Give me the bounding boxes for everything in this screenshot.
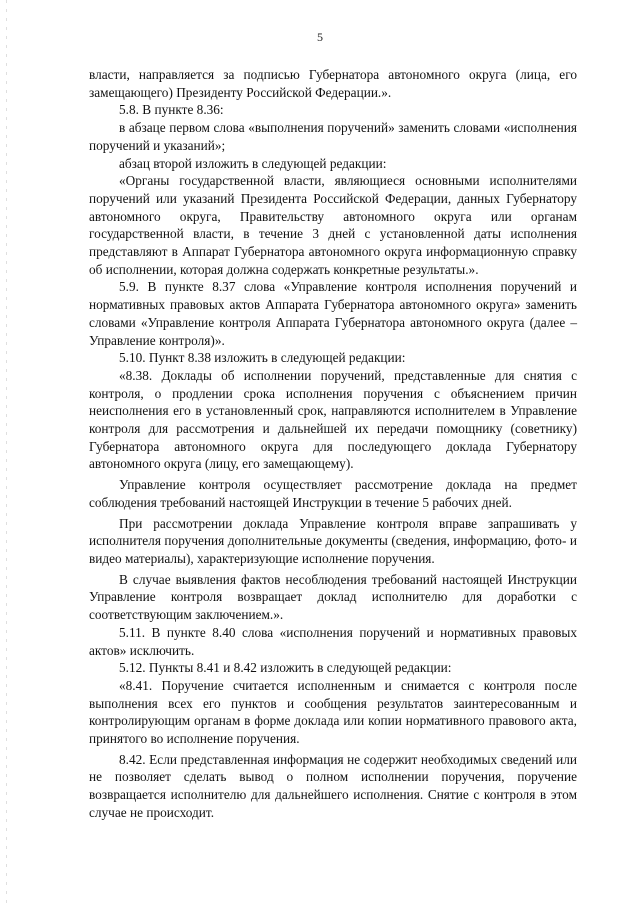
paragraph-quote-organs: «Органы государственной власти, являющиеся основными исполнителями поручений или указаний Президента Российской Федерации, данных Губернатору автономного округа, Правительству автономного округа или органам государственной власти, в течение 3 дней с установленной даты исполнения представляют в Аппарат Губернатора автономного округа информационную справку об исполнении, которая должна содержать конкретные результаты.». <box>89 173 577 277</box>
paragraph-quote-8-42: 8.42. Если представленная информация не содержит необходимых сведений или не позволяет сделать вывод о полном исполнении поручения, поручение возвращается исполнителю для дальнейшего исполнения. Снятие с контроля в этом случае не происходит. <box>89 751 577 820</box>
scan-edge-mark <box>6 0 7 905</box>
paragraph-request-docs: При рассмотрении доклада Управление контроля вправе запрашивать у исполнителя поручения дополнительные документы (сведения, информацию, фото- и видео материалы), характеризующие исполнение поручения. <box>89 515 577 566</box>
paragraph-item-5-8-first: в абзаце первом слова «выполнения поручений» заменить словами «исполнения поручений и указаний»; <box>89 120 577 153</box>
paragraph-review: Управление контроля осуществляет рассмотрение доклада на предмет соблюдения требований настоящей Инструкции в течение 5 рабочих дней. <box>89 477 577 510</box>
document-body <box>89 66 577 822</box>
paragraph-violations: В случае выявления фактов несоблюдения требований настоящей Инструкции Управление контроля возвращает доклад исполнителю для доработки с соответствующим заключением.». <box>89 571 577 623</box>
paragraph-item-5-11: 5.11. В пункте 8.40 слова «исполнения поручений и нормативных правовых актов» исключить. <box>89 624 577 658</box>
paragraph-continuation: власти, направляется за подписью Губернатора автономного округа (лица, его замещающего) Президенту Российской Федерации.». <box>89 67 577 100</box>
page-number: 5 <box>317 30 323 44</box>
paragraph-item-5-10: 5.10. Пункт 8.38 изложить в следующей редакции: <box>119 350 406 366</box>
paragraph-item-5-8: 5.8. В пункте 8.36: <box>119 102 224 118</box>
paragraph-quote-8-38: «8.38. Доклады об исполнении поручений, представленные для снятия с контроля, о продлении срока исполнения поручения с объяснением причин неисполнения его в установленный срок, направляются исполнителем в Управление контроля для рассмотрения и дальнейшей их передачи помощнику (советнику) Губернатора автономного округа для последующего доклада Губернатору автономного округа (лицу, его замещающему). <box>89 367 577 472</box>
paragraph-quote-8-41: «8.41. Поручение считается исполненным и снимается с контроля после выполнения всех его пунктов и сообщения результатов заинтересованным и контролирующим органам в форме доклада или копии нормативного правового акта, принятого во исполнение поручения. <box>89 677 577 747</box>
paragraph-item-5-9: 5.9. В пункте 8.37 слова «Управление контроля исполнения поручений и нормативных правовых актов Аппарата Губернатора автономного округа» заменить словами «Управление контроля Аппарата Губернатора автономного округа (далее – Управление контроля)». <box>89 279 577 348</box>
paragraph-item-5-12: 5.12. Пункты 8.41 и 8.42 изложить в следующей редакции: <box>119 660 452 676</box>
paragraph-item-5-8-second: абзац второй изложить в следующей редакции: <box>119 155 387 171</box>
